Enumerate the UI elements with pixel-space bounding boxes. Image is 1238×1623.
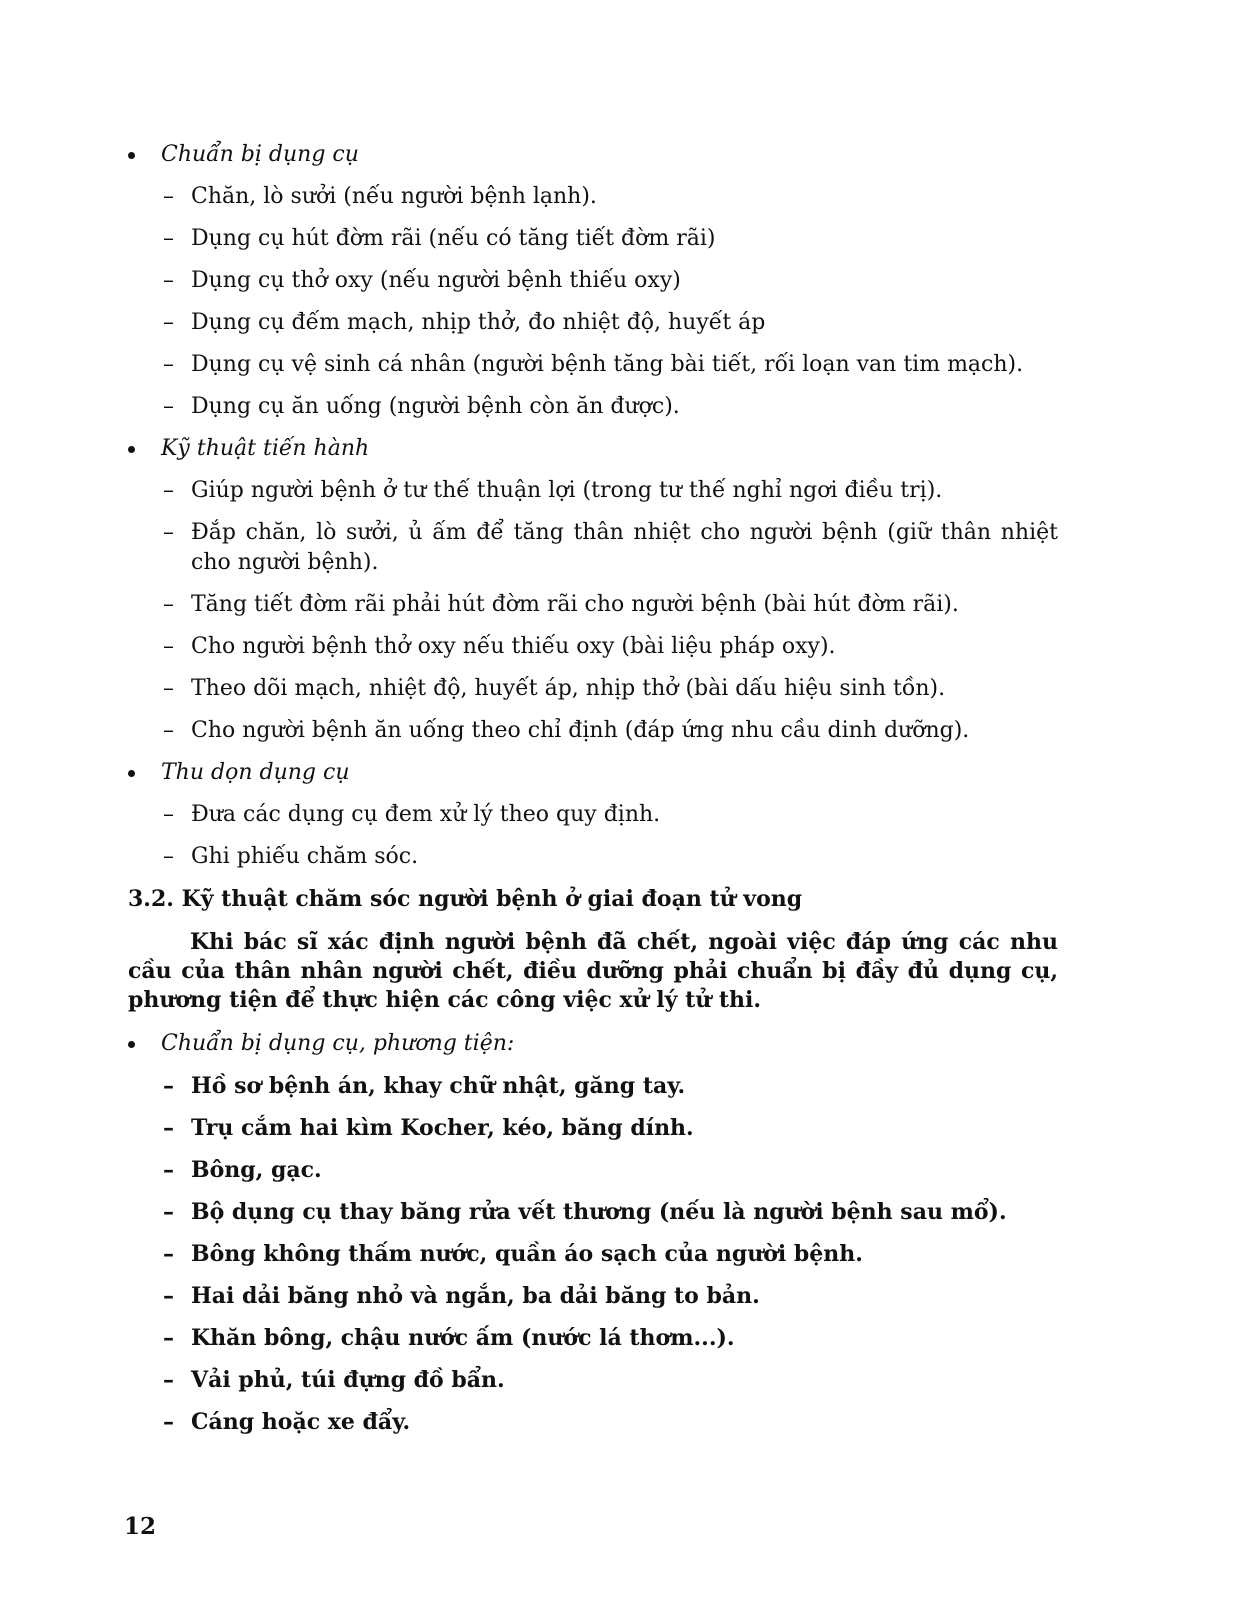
list-item: – Bông, gạc.: [163, 1157, 322, 1183]
cleanup-list: [128, 800, 1058, 872]
list-item: – Đắp chăn, lò sưởi, ủ ấm để tăng thân nhiệt cho người bệnh (giữ thân nhiệt cho người bệnh).: [163, 520, 1058, 575]
list-item: – Hồ sơ bệnh án, khay chữ nhật, găng tay.: [163, 1073, 686, 1099]
list-item: – Tăng tiết đờm rãi phải hút đờm rãi cho người bệnh (bài hút đờm rãi).: [163, 592, 959, 617]
page-content: [128, 140, 1058, 1449]
bullet-dot: [128, 152, 135, 159]
list-item: – Bông không thấm nước, quần áo sạch của người bệnh.: [163, 1241, 863, 1267]
list-item: – Trụ cắm hai kìm Kocher, kéo, băng dính.: [163, 1115, 694, 1141]
cleanup-heading: Thu dọn dụng cụ: [128, 758, 1058, 788]
list-item: – Đưa các dụng cụ đem xử lý theo quy định.: [163, 802, 661, 827]
list-item: – Hai dải băng nhỏ và ngắn, ba dải băng to bản.: [163, 1283, 760, 1309]
list-item: – Ghi phiếu chăm sóc.: [163, 844, 419, 869]
list-item: – Vải phủ, túi đựng đồ bẩn.: [163, 1367, 505, 1393]
list-item: – Dụng cụ thở oxy (nếu người bệnh thiếu oxy): [163, 268, 681, 293]
list-item: – Cáng hoặc xe đẩy.: [163, 1409, 411, 1435]
prep-list-2: [128, 1071, 1058, 1437]
list-item: – Cho người bệnh thở oxy nếu thiếu oxy (bài liệu pháp oxy).: [163, 634, 836, 659]
bullet-dot: [128, 1041, 135, 1048]
list-item: – Giúp người bệnh ở tư thế thuận lợi (trong tư thế nghỉ ngơi điều trị).: [163, 478, 943, 503]
technique-heading: Kỹ thuật tiến hành: [128, 434, 1058, 464]
list-item: – Bộ dụng cụ thay băng rửa vết thương (nếu là người bệnh sau mổ).: [163, 1199, 1007, 1225]
list-item: – Cho người bệnh ăn uống theo chỉ định (đáp ứng nhu cầu dinh dưỡng).: [163, 718, 970, 743]
intro-paragraph: Khi bác sĩ xác định người bệnh đã chết, ngoài việc đáp ứng các nhu cầu của thân nhân người chết, điều dưỡng phải chuẩn bị đầy đủ dụng cụ, phương tiện để thực hiện các công việc xử lý tử thi.: [128, 929, 1058, 1013]
page-number: 12: [124, 1513, 157, 1540]
list-item: – Khăn bông, chậu nước ấm (nước lá thơm...).: [163, 1325, 735, 1351]
list-item: – Dụng cụ đếm mạch, nhịp thở, đo nhiệt độ, huyết áp: [163, 310, 766, 335]
list-item: – Dụng cụ hút đờm rãi (nếu có tăng tiết đờm rãi): [163, 226, 716, 251]
prep-list: [128, 182, 1058, 422]
list-item: – Theo dõi mạch, nhiệt độ, huyết áp, nhịp thở (bài dấu hiệu sinh tồn).: [163, 676, 946, 701]
technique-list: [128, 476, 1058, 746]
prep-heading: Chuẩn bị dụng cụ: [128, 140, 1058, 170]
prep-heading-2: Chuẩn bị dụng cụ, phương tiện:: [128, 1029, 1058, 1059]
list-item: – Dụng cụ ăn uống (người bệnh còn ăn được).: [163, 394, 680, 419]
bullet-dot: [128, 770, 135, 777]
list-item: – Chăn, lò sưởi (nếu người bệnh lạnh).: [163, 184, 597, 209]
section-title: 3.2. Kỹ thuật chăm sóc người bệnh ở giai đoạn tử vong: [128, 886, 803, 912]
list-item: – Dụng cụ vệ sinh cá nhân (người bệnh tăng bài tiết, rối loạn van tim mạch).: [163, 352, 1024, 377]
bullet-dot: [128, 446, 135, 453]
